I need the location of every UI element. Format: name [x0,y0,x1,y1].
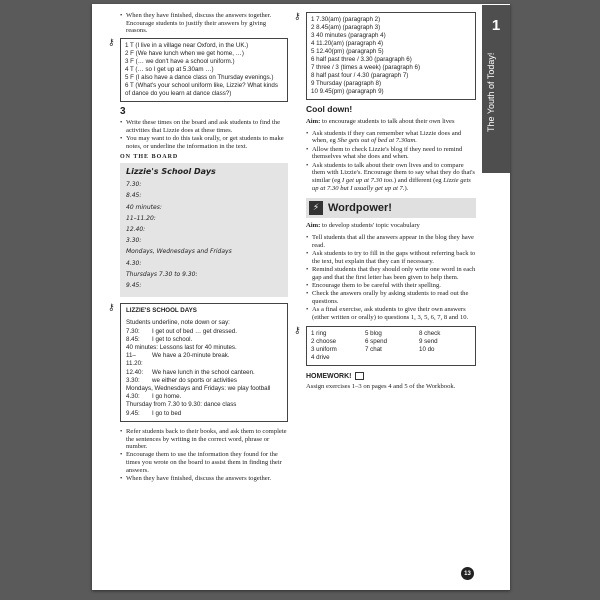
wp-bullet: • Ask students to try to fill in the gaps without referring back to the text, but explain that they can if necessary. [306,250,476,265]
wordpower-banner [306,198,476,218]
answer-line: 1 7.30(am) (paragraph 2) [311,16,381,23]
lizzie-row: 9.45: I go to bed [126,409,182,417]
answer-line: 5 12.40(pm) (paragraph 5) [311,48,384,55]
answer-line: 6 T (What's your school uniform like, Lizzie? What kinds of dance do you learn at dance class?) [125,82,278,98]
key-icon: ⚷ [108,303,115,314]
word-item: 3 uniform [311,346,337,354]
wp-bullet: • Tell students that all the answers appear in the blog they have read. [306,234,476,249]
word-item: 10 do [419,346,435,354]
key-icon: ⚷ [108,38,115,49]
unit-tab [482,5,510,173]
wp-bullet: • Encourage them to be careful with their spelling. [306,282,476,290]
cool-bullet: • Ask students to talk about their own lives and to compare them with Lizzie's. Encourage them to say what they do that's similar (eg I get up at 7.30 too.) and different (eg Lizzie gets up at 7.30 but I usually get up at 7.). [306,162,476,193]
lizzie-row: 40 minutes: Lessons last for 40 minutes. [126,343,237,351]
unit-title: The Youth of Today! [486,52,496,132]
word-item: 6 spend [365,338,388,346]
lizzie-row: 8.45: I get to school. [126,335,193,343]
word-item: 9 send [419,338,438,346]
cool-down-heading: Cool down! [306,104,353,114]
answer-line: 10 9.45(pm) (paragraph 9) [311,88,384,95]
answer-line: 3 40 minutes (paragraph 4) [311,32,386,39]
answer-key-box-1 [108,38,288,102]
lizzie-row: Thursday from 7.30 to 9.30: dance class [126,401,237,409]
end-bullet: • Encourage them to use the information they found for the times you wrote on the board to assist them in finding their answers. [120,451,288,474]
lizzie-row: 3.30: we either do sports or activities [126,376,237,384]
answer-line: 7 three / 3 (times a week) (paragraph 6) [311,64,421,71]
board-box [120,163,288,297]
on-the-board-heading: ON THE BOARD [120,154,179,161]
lizzie-box-title: LIZZIE'S SCHOOL DAYS [126,307,197,315]
answer-line: 5 F (I also have a dance class on Thursday evenings.) [125,74,274,82]
lizzie-box-intro: Students underline, note down or say: [126,319,230,327]
wp-bullet: • Remind students that they should only write one word in each gap and that the first letter has been given to help them. [306,266,476,281]
lizzie-row: Mondays, Wednesdays and Fridays: we play football [126,384,271,392]
lizzie-row: 7.30: I get out of bed … get dressed. [126,327,237,335]
word-item: 2 choose [311,338,337,346]
answer-line: 1 T (I live in a village near Oxford, in the UK.) [125,42,249,50]
left-column [108,12,288,483]
workbook-icon [355,372,364,380]
board-title: Lizzie's School Days [126,167,216,177]
board-line: Mondays, Wednesdays and Fridays [126,248,232,256]
cool-down-aim: Aim: to encourage students to talk about their own lives [306,118,455,125]
answer-line: 2 8.45(am) (paragraph 3) [311,24,381,31]
answer-line: 2 F (We have lunch when we get home, …) [125,50,244,58]
answer-line: 4 11.20(am) (paragraph 4) [311,40,384,47]
cool-bullet: • Allow them to check Lizzie's blog if they need to remind themselves what she does and when. [306,146,476,161]
answer-line: 4 T (… so I get up at 5.30am …) [125,66,214,74]
lightning-icon: ⚡ [309,201,323,215]
answer-line: 8 half past four / 4.30 (paragraph 7) [311,72,409,79]
word-item: 8 check [419,330,441,338]
right-column [294,12,476,392]
intro-bullet: • When they have finished, discuss the answers together. Encourage students to justify their answers by giving reasons. [120,12,288,35]
key-icon: ⚷ [294,12,301,22]
wordpower-aim: Aim: to develop students' topic vocabulary [306,222,420,230]
wordpower-answer-box [294,326,476,366]
cool-bullet: • Ask students if they can remember what Lizzie does and when, eg She gets out of bed at 7.30am. [306,130,476,145]
board-line: 11–11.20: [126,214,156,222]
section-bullet: • Write these times on the board and ask students to find the activities that Lizzie does at these times. [120,119,288,134]
homework-text: Assign exercises 1–3 on pages 4 and 5 of the Workbook. [306,383,456,391]
wp-bullet: • Check the answers orally by asking students to read out the questions. [306,290,476,305]
board-line: 9.45: [126,281,142,289]
answer-line: 9 Thursday (paragraph 8) [311,80,382,87]
board-line: 7.30: [126,181,142,189]
board-line: Thursdays 7.30 to 9.30: [126,270,198,278]
wp-bullet: • As a final exercise, ask students to give their own answers (either written or orally) to questions 1, 3, 5, 6, 7, 8 and 10. [306,306,476,321]
page-number: 13 [461,567,474,580]
board-line: 8.45: [126,192,142,200]
lizzie-row: 12.40: We have lunch in the school canteen. [126,368,255,376]
lizzie-row: 11–11.20: We have a 20-minute break. [126,352,230,368]
board-line: 12.40: [126,225,146,233]
board-line: 3.30: [126,237,142,245]
word-item: 5 blog [365,330,382,338]
answer-key-box-2 [294,12,476,100]
word-item: 4 drive [311,354,330,362]
answer-line: 6 half past three / 3.30 (paragraph 6) [311,56,412,63]
word-grid [311,330,471,362]
end-bullet: • Refer students back to their books, and ask them to complete the sentences by writing in the correct word, phrase or number. [120,428,288,451]
section-bullet: • You may want to do this task orally, or get students to make notes, or underline the information in the text. [120,135,288,150]
board-line: 40 minutes: [126,203,162,211]
key-icon: ⚷ [294,326,301,337]
homework-heading: HOMEWORK! [306,372,476,380]
section-number: 3 [120,106,126,118]
board-line: 4.30: [126,259,142,267]
unit-number: 1 [491,17,501,34]
lizzie-answer-box [108,303,288,422]
answer-line: 3 F (… we don't have a school uniform.) [125,58,235,66]
lizzie-row: 4.30: I go home. [126,393,182,401]
word-item: 7 chat [365,346,382,354]
end-bullet: • When they have finished, discuss the answers together. [120,475,288,483]
wordpower-title: Wordpower! [328,202,392,215]
word-item: 1 ring [311,330,327,338]
